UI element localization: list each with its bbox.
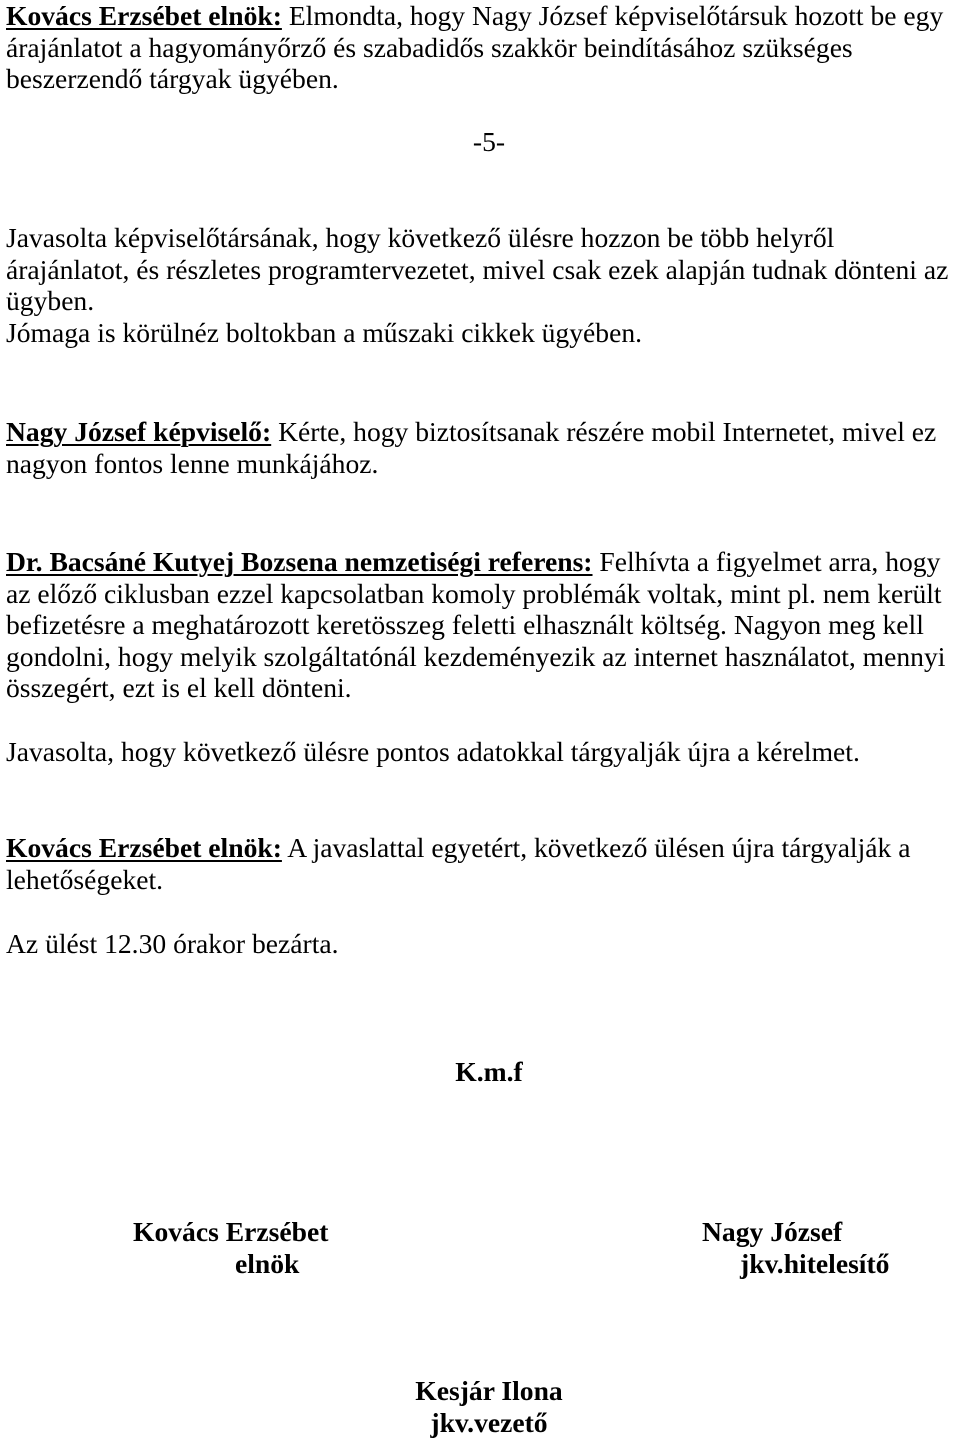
paragraph-proposal [6,736,860,768]
paragraph-chair-statement [6,0,943,95]
signature-name: Kesjár Ilona [415,1375,563,1406]
paragraph-chair-agreement [6,832,910,895]
page-number: -5- [472,126,506,157]
paragraph-line: Az ülést 12.30 órakor bezárta. [6,928,339,959]
speaker-label: Nagy József képviselő: [6,416,272,447]
paragraph-representative-request [6,416,936,479]
line-text: Elmondta, hogy Nagy József képviselőtársuk hozott be egy [288,0,944,31]
signature-title: jkv.vezető [430,1407,548,1438]
paragraph-suggestion [6,222,948,348]
paragraph-line: az előző ciklusban ezzel kapcsolatban komoly problémák voltak, mint pl. nem került [6,577,942,609]
paragraph-line: befizetésre a meghatározott keretösszeg feletti elhasznált költség. Nagyon meg kell [6,609,924,641]
speaker-label: Kovács Erzsébet elnök: [6,832,282,863]
speaker-label: Kovács Erzsébet elnök: [6,0,282,31]
paragraph-meeting-closed [6,928,339,960]
speaker-label: Dr. Bacsáné Kutyej Bozsena nemzetiségi referens: [6,546,593,577]
paragraph-line: lehetőségeket. [6,863,164,895]
paragraph-line: gondolni, hogy melyik szolgáltatónál kezdeményezik az internet használatot, mennyi [6,640,946,672]
paragraph-line [6,546,945,578]
paragraph-line [6,0,943,32]
signature-name: Nagy József [702,1216,843,1247]
line-text: Felhívta a figyelmet arra, hogy [599,546,941,577]
paragraph-line: árajánlatot a hagyományőrző és szabadidős szakkör beindításához szükséges [6,31,853,63]
signature-name: Kovács Erzsébet [133,1216,329,1247]
signature-recorder [18,1375,960,1439]
paragraph-line [6,832,910,864]
kmf-closing-mark: K.m.f [455,1056,523,1087]
paragraph-line: Javasolta képviselőtársának, hogy következő ülésre hozzon be több helyről [6,222,835,253]
paragraph-referent-statement [6,546,945,704]
signature-title: elnök [235,1248,300,1279]
line-text: Kérte, hogy biztosítsanak részére mobil Internetet, mivel ez [278,416,937,447]
signature-authenticator [702,1216,889,1280]
paragraph-line [6,416,936,448]
paragraph-line: Jómaga is körülnéz boltokban a műszaki cikkek ügyében. [6,316,643,348]
signature-chair [133,1216,328,1280]
paragraph-line: árajánlatot, és részletes programtervezetet, mivel csak ezek alapján tudnak dönteni az [6,253,949,285]
paragraph-line: összegért, ezt is el kell dönteni. [6,672,352,704]
signature-title: jkv.hitelesítő [740,1248,890,1279]
paragraph-line: nagyon fontos lenne munkájához. [6,447,379,479]
paragraph-line: ügyben. [6,285,95,317]
line-text: A javaslattal egyetért, következő ülésen újra tárgyalják a [287,832,911,863]
paragraph-line: beszerzendő tárgyak ügyében. [6,63,339,95]
paragraph-line: Javasolta, hogy következő ülésre pontos adatokkal tárgyalják újra a kérelmet. [6,736,860,767]
